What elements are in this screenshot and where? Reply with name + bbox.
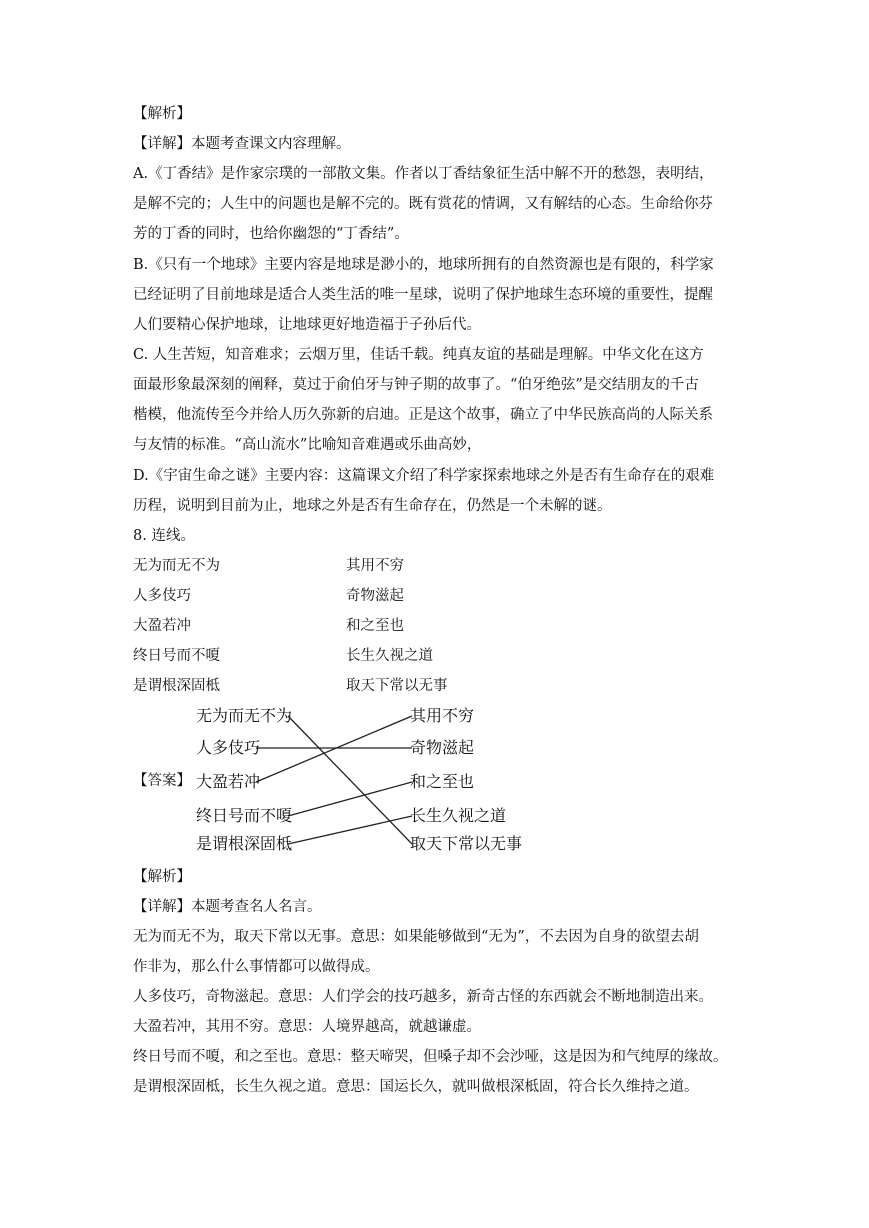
answer-left-item: 无为而无不为 xyxy=(196,706,293,725)
para-d-line-2: 历程，说明到目前为止，地球之外是否有生命存在，仍然是一个未解的谜。 xyxy=(133,498,612,514)
question-left-item: 无为而无不为 xyxy=(133,558,220,574)
para-b-line-3: 人们要精心保护地球，让地球更好地造福于子孙后代。 xyxy=(133,317,481,333)
question-right-item: 和之至也 xyxy=(346,618,404,634)
para-a-line-3: 芳的丁香的同时，也给你幽怨的“丁香结”。 xyxy=(133,226,409,242)
question-right-item: 长生久视之道 xyxy=(346,648,433,664)
answer-left-item: 大盈若冲 xyxy=(196,772,261,791)
explanation-line-6: 是谓根深固柢，长生久视之道。意思：国运长久，就叫做根深柢固，符合长久维持之道。 xyxy=(133,1079,699,1095)
answer-label: 【答案】 xyxy=(133,773,191,789)
answer-right-item: 取天下常以无事 xyxy=(410,834,523,853)
explanation-line-5: 终日号而不嗄，和之至也。意思：整天啼哭，但嗓子却不会沙哑，这是因为和气纯厚的缘故。 xyxy=(133,1049,728,1065)
question-right-item: 取天下常以无事 xyxy=(346,678,448,694)
para-c-line-4: 与友情的标准。“高山流水”比喻知音难遇或乐曲高妙， xyxy=(133,437,482,453)
connection-line xyxy=(288,816,412,844)
question-left-item: 是谓根深固柢 xyxy=(133,678,220,694)
para-c-line-2: 面最形象最深刻的阐释，莫过于俞伯牙与钟子期的故事了。“伯牙绝弦”是交结朋友的千古 xyxy=(133,377,699,393)
para-c-line-1: C. 人生苦短，知音难求；云烟万里，佳话千载。纯真友谊的基础是理解。中华文化在这方 xyxy=(133,347,704,363)
question-left-item: 大盈若冲 xyxy=(133,618,191,634)
answer-left-item: 人多伎巧 xyxy=(196,738,261,757)
question-row xyxy=(133,556,743,576)
question-row xyxy=(133,646,743,666)
connection-line xyxy=(288,782,412,816)
answer-right-item: 其用不穷 xyxy=(410,706,475,725)
question-row xyxy=(133,586,743,606)
jiexi-heading-1: 【解析】 xyxy=(133,106,191,122)
explanation-line-1: 无为而无不为，取天下常以无事。意思：如果能够做到“无为”，不去因为自身的欲望去胡 xyxy=(133,929,699,945)
answer-left-item: 是谓根深固柢 xyxy=(196,834,293,853)
question-left-item: 终日号而不嗄 xyxy=(133,648,220,664)
answer-left-item: 终日号而不嗄 xyxy=(196,806,293,825)
question-left-item: 人多伎巧 xyxy=(133,588,191,604)
answer-right-item: 长生久视之道 xyxy=(410,806,507,825)
connection-line xyxy=(288,716,412,844)
question-right-item: 其用不穷 xyxy=(346,558,404,574)
jiexi-heading-2: 【解析】 xyxy=(133,869,191,885)
detail-intro-1: 【详解】本题考查课文内容理解。 xyxy=(133,136,351,152)
answer-right-item: 奇物滋起 xyxy=(410,738,475,757)
para-d-line-1: D.《宇宙生命之谜》主要内容：这篇课文介绍了科学家探索地球之外是否有生命存在的艰难 xyxy=(133,468,715,484)
question-row xyxy=(133,676,743,696)
detail-intro-2: 【详解】本题考查名人名言。 xyxy=(133,899,322,915)
para-a-line-1: A.《丁香结》是作家宗璞的一部散文集。作者以丁香结象征生活中解不开的愁怨，表明结， xyxy=(133,166,714,182)
explanation-line-4: 大盈若冲，其用不穷。意思：人境界越高，就越谦虚。 xyxy=(133,1019,481,1035)
explanation-line-2: 作非为，那么什么事情都可以做得成。 xyxy=(133,959,380,975)
para-b-line-1: B.《只有一个地球》主要内容是地球是渺小的，地球所拥有的自然资源也是有限的，科学家 xyxy=(133,257,714,273)
answer-matching-diagram xyxy=(190,700,530,860)
para-c-line-3: 楷模，他流传至今并给人历久弥新的启迪。正是这个故事，确立了中华民族高尚的人际关系 xyxy=(133,407,713,423)
para-a-line-2: 是解不完的；人生中的问题也是解不完的。既有赏花的情调，又有解结的心态。生命给你芬 xyxy=(133,196,713,212)
explanation-line-3: 人多伎巧，奇物滋起。意思：人们学会的技巧越多，新奇古怪的东西就会不断地制造出来。 xyxy=(133,989,713,1005)
question-right-item: 奇物滋起 xyxy=(346,588,404,604)
question-8-title: 8. 连线。 xyxy=(133,528,195,544)
answer-right-item: 和之至也 xyxy=(410,772,475,791)
para-b-line-2: 已经证明了目前地球是适合人类生活的唯一星球，说明了保护地球生态环境的重要性，提醒 xyxy=(133,287,713,303)
question-row xyxy=(133,616,743,636)
